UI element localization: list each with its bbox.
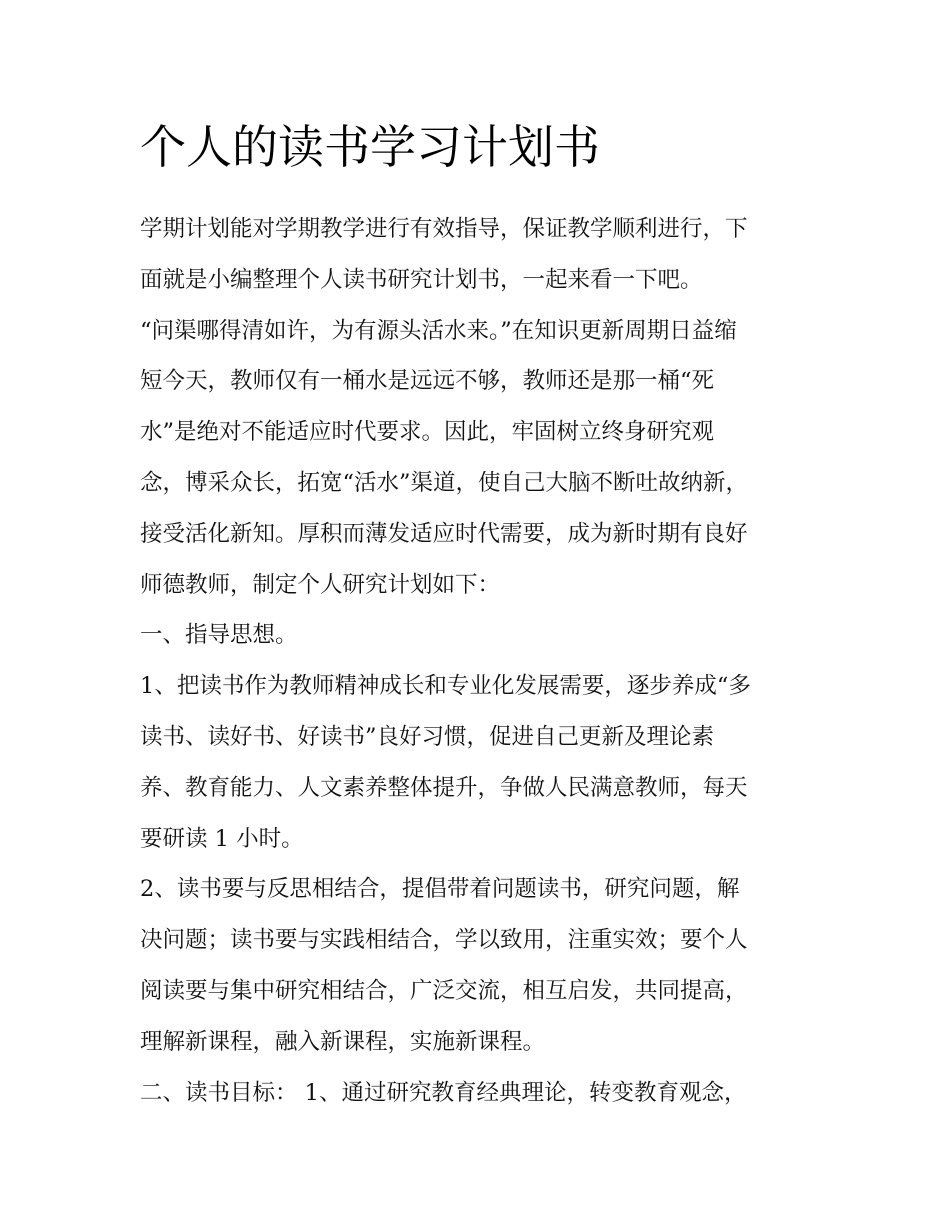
text-line: 学期计划能对学期教学进行有效指导，保证教学顺利进行，下 (140, 216, 748, 242)
text-line: 理解新课程，融入新课程，实施新课程。 (140, 1028, 546, 1055)
section-heading-guiding-ideology (140, 610, 820, 661)
text-line: 二、读书目标： 1、通过研究教育经典理论，转变教育观念， (140, 1079, 747, 1106)
text-line: “问渠哪得清如许，为有源头活水来。”在知识更新周期日益缩 (140, 317, 737, 344)
text-line: 短今天，教师仅有一桶水是远远不够，教师还是那一桶“死 (140, 368, 715, 395)
document-title: 个人的读书学习计划书 (140, 120, 600, 174)
text-line: 面就是小编整理个人读书研究计划书，一起来看一下吧。 (140, 266, 703, 293)
section-heading-reading-goals (140, 1068, 820, 1119)
paragraph-intro (140, 204, 820, 306)
text-line: 1、把读书作为教师精神成长和专业化发展需要，逐步养成“多 (140, 673, 751, 700)
text-line: 读书、读好书、好读书”良好习惯，促进自己更新及理论素 (140, 723, 715, 750)
text-line: 水”是绝对不能适应时代要求。因此，牢固树立终身研究观 (140, 419, 715, 446)
paragraph-quote (140, 306, 820, 611)
text-line: 要研读 1 小时。 (140, 825, 304, 852)
paragraph-item-2 (140, 864, 820, 1067)
document-body (140, 204, 820, 1118)
text-line: 接受活化新知。厚积而薄发适应时代需要，成为新时期有良好 (140, 520, 748, 547)
paragraph-item-1 (140, 661, 820, 864)
text-line: 决问题；读书要与实践相结合，学以致用，注重实效；要个人 (140, 927, 748, 954)
document-content (140, 112, 820, 1118)
text-line: 师德教师，制定个人研究计划如下： (140, 571, 501, 598)
text-line: 养、教育能力、人文素养整体提升，争做人民满意教师，每天 (140, 774, 748, 801)
text-line: 2、读书要与反思相结合，提倡带着问题读书，研究问题，解 (140, 876, 740, 903)
text-line: 念，博采众长，拓宽“活水”渠道，使自己大脑不断吐故纳新， (140, 469, 749, 496)
text-line: 一、指导思想。 (140, 622, 298, 649)
text-line: 阅读要与集中研究相结合，广泛交流，相互启发，共同提高， (140, 977, 748, 1004)
